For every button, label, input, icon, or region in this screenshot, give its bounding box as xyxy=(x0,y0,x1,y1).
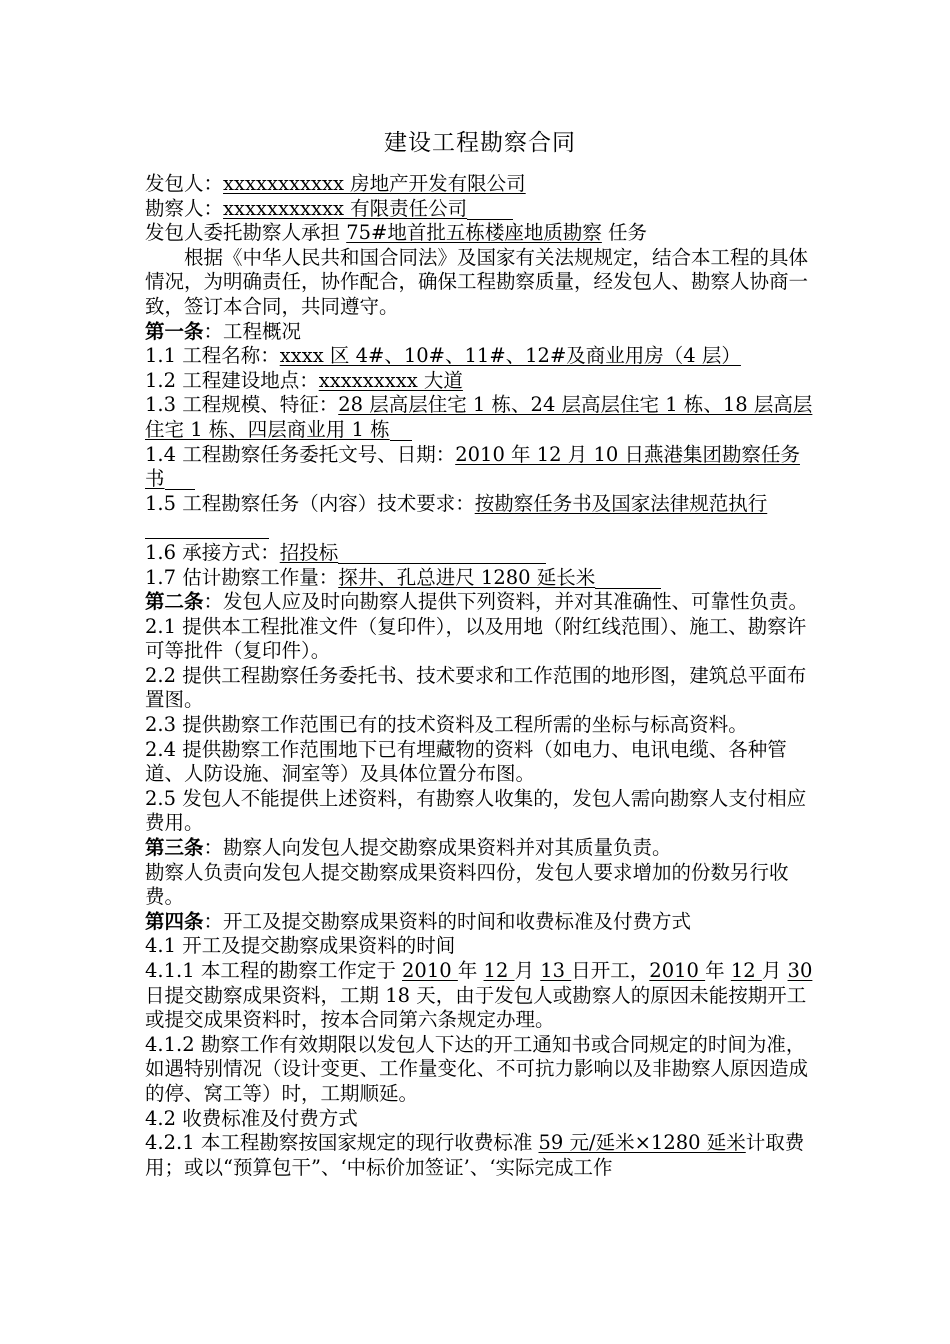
article-2-heading: 第二条：发包人应及时向勘察人提供下列资料，并对其准确性、可靠性负责。 xyxy=(145,590,809,614)
party-b-line: 勘察人：xxxxxxxxxxx 有限责任公司 xyxy=(145,197,815,222)
clause-4-2-1: 4.2.1 本工程勘察按国家规定的现行收费标准 59 元/延米×1280 延米计取费用；或以“预算包干”、‘中标价加签证’、‘实际完成工作 xyxy=(145,1131,805,1179)
clause-2-3: 2.3 提供勘察工作范围已有的技术资料及工程所需的坐标与标高资料。 xyxy=(145,713,748,737)
clause-1-4: 1.4 工程勘察任务委托文号、日期：2010 年 12 月 10 日燕港集团勘察任务书 xyxy=(145,442,800,491)
clause-1-3: 1.3 工程规模、特征：28 层高层住宅 1 栋、24 层高层住宅 1 栋、18 层高层住宅 1 栋、四层商业用 1 栋 xyxy=(145,393,813,441)
clause-1-7: 1.7 估计勘察工作量：探井、孔总进尺 1280 延长米 xyxy=(145,566,815,591)
clause-2-1: 2.1 提供本工程批准文件（复印件），以及用地（附红线范围）、施工、勘察许可等批件（复印件）。 xyxy=(145,614,807,663)
clause-4-1-1: 4.1.1 本工程的勘察工作定于 2010 年 12 月 13 日开工，2010 年 12 月 30 日提交勘察成果资料，工期 18 天，由于发包人或勘察人的原因未能按期开工或提交成果资料时，按本合同第六条规定办理。 xyxy=(145,959,813,1032)
end-day: 30 xyxy=(787,959,813,982)
clause-2-4: 2.4 提供勘察工作范围地下已有埋藏物的资料（如电力、电讯电缆、各种管道、人防设施、洞室等）及具体位置分布图。 xyxy=(145,737,787,786)
entrusted-task: 75#地首批五栋楼座地质勘察 xyxy=(346,221,602,245)
article-3-body: 勘察人负责向发包人提交勘察成果资料四份，发包人要求增加的份数另行收费。 xyxy=(145,860,789,909)
preamble: 根据《中华人民共和国合同法》及国家有关法规规定，结合本工程的具体情况，为明确责任，协作配合，确保工程勘察质量，经发包人、勘察人协商一致，签订本合同，共同遵守。 xyxy=(145,245,809,318)
document-title: 建设工程勘察合同 xyxy=(384,130,576,156)
fee-standard: 59 元/延米×1280 延米 xyxy=(538,1131,746,1155)
clause-1-1: 1.1 工程名称：xxxx 区 4#、10#、11#、12#及商业用房（4 层） xyxy=(145,344,741,368)
clause-2-2: 2.2 提供工程勘察任务委托书、技术要求和工作范围的地形图，建筑总平面布置图。 xyxy=(145,663,807,712)
clause-4-1-2: 4.1.2 勘察工作有效期限以发包人下达的开工通知书或合同规定的时间为准，如遇特别情况（设计变更、工作量变化、不可抗力影响以及非勘察人原因造成的停、窝工等）时，工期顺延。 xyxy=(145,1032,809,1105)
blank-line xyxy=(467,201,513,220)
clause-1-2: 1.2 工程建设地点：xxxxxxxxx 大道 xyxy=(145,368,463,392)
clause-4-1: 4.1 开工及提交勘察成果资料的时间 xyxy=(145,934,456,958)
start-month: 12 xyxy=(483,959,515,982)
clause-4-2: 4.2 收费标准及付费方式 xyxy=(145,1106,358,1130)
article-1-heading: 第一条：工程概况 xyxy=(145,319,302,343)
end-month: 12 xyxy=(730,959,762,982)
party-b-name: xxxxxxxxxxx 有限责任公司 xyxy=(223,196,468,220)
start-year: 2010 xyxy=(402,959,458,982)
clause-1-5: 1.5 工程勘察任务（内容）技术要求：按勘察任务书及国家法律规范执行 xyxy=(145,492,815,541)
clause-2-5: 2.5 发包人不能提供上述资料，有勘察人收集的，发包人需向勘察人支付相应费用。 xyxy=(145,786,807,835)
end-year: 2010 xyxy=(649,959,706,982)
clause-1-6: 1.6 承接方式：招投标 xyxy=(145,541,815,566)
article-4-heading: 第四条：开工及提交勘察成果资料的时间和收费标准及付费方式 xyxy=(145,909,692,933)
contract-page xyxy=(145,128,815,1180)
party-a-line: 发包人：xxxxxxxxxxx 房地产开发有限公司 xyxy=(145,172,526,195)
party-a-name: xxxxxxxxxxx 房地产开发有限公司 xyxy=(223,172,526,195)
entrust-line: 发包人委托勘察人承担 75#地首批五栋楼座地质勘察 任务 xyxy=(145,221,648,245)
article-3-heading: 第三条：勘察人向发包人提交勘察成果资料并对其质量负责。 xyxy=(145,836,672,860)
start-day: 13 xyxy=(540,959,572,982)
